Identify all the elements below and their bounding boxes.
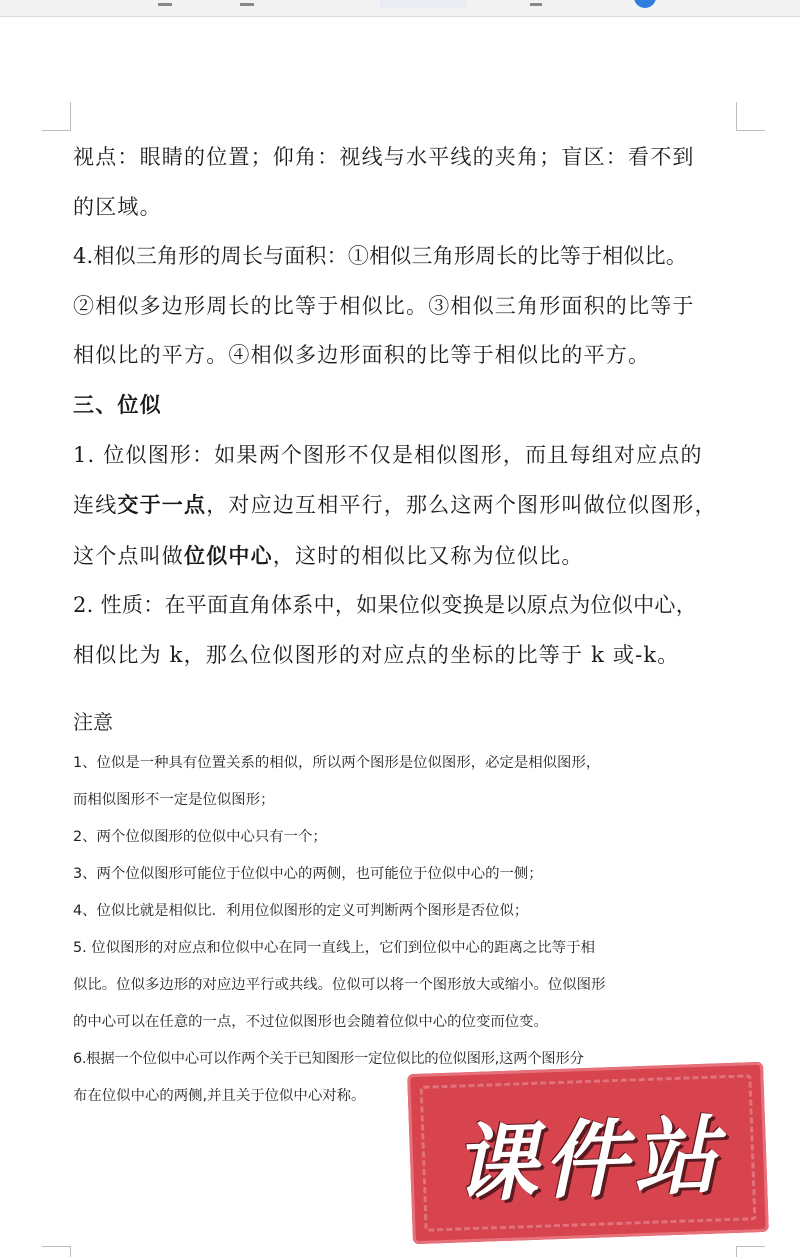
note-line: 1、位似是一种具有位置关系的相似，所以两个图形是位似图形，必定是相似图形， — [73, 754, 601, 771]
page-crop-mark — [42, 1246, 71, 1257]
note-line: 2、两个位似图形的位似中心只有一个； — [73, 828, 327, 845]
definition-line — [73, 531, 743, 582]
page-crop-mark — [42, 102, 71, 131]
toolbar-mark — [158, 3, 172, 6]
paragraph-line: ②相似多边形周长的比等于相似比。③相似三角形面积的比等于 — [73, 293, 695, 318]
text-run: ，对应边互相平行，那么这两个图形叫做位似图形， — [206, 493, 717, 518]
bold-term: 位似中心 — [184, 542, 273, 568]
note-line: 而相似图形不一定是位似图形； — [73, 791, 275, 808]
watermark-text: 课件站 — [451, 1105, 725, 1214]
note-line: 6.根据一个位似中心可以作两个关于已知图形一定位似比的位似图形,这两个图形分 — [73, 1050, 584, 1067]
paragraph-line: 4.相似三角形的周长与面积：①相似三角形周长的比等于相似比。 — [73, 244, 688, 269]
note-line: 4、位似比就是相似比．利用位似图形的定义可判断两个图形是否位似； — [73, 902, 529, 919]
note-line: 布在位似中心的两侧,并且关于位似中心对称。 — [73, 1087, 366, 1104]
paragraph-line: 相似比的平方。④相似多边形面积的比等于相似比的平方。 — [73, 343, 651, 368]
toolbar-mark — [240, 3, 254, 6]
avatar-icon[interactable] — [634, 0, 656, 8]
section-heading: 三、位似 — [73, 392, 162, 417]
document-body — [73, 133, 743, 1115]
definition-line: 1. 位似图形：如果两个图形不仅是相似图形，而且每组对应点的 — [73, 442, 703, 467]
note-line: 似比。位似多边形的对应边平行或共线。位似可以将一个图形放大或缩小。位似图形 — [73, 976, 606, 993]
definition-line — [73, 480, 743, 531]
bold-term: 交于一点 — [117, 492, 207, 518]
property-line: 2. 性质：在平面直角体系中，如果位似变换是以原点为位似中心， — [73, 593, 698, 618]
property-line: 相似比为 k，那么位似图形的对应点的坐标的比等于 k 或-k。 — [73, 642, 680, 667]
page-crop-mark — [736, 1246, 765, 1257]
paragraph-line: 视点：眼睛的位置；仰角：视线与水平线的夹角；盲区：看不到 — [73, 145, 695, 169]
watermark-stamp — [407, 1062, 769, 1244]
text-run: ，这时的相似比又称为位似比。 — [272, 543, 584, 568]
text-run: 这个点叫做 — [73, 543, 184, 568]
note-line: 3、两个位似图形可能位于位似中心的两侧，也可能位于位似中心的一侧； — [73, 865, 543, 882]
note-title: 注意 — [73, 709, 113, 734]
page-crop-mark — [736, 102, 765, 131]
app-toolbar-strip — [0, 0, 800, 17]
toolbar-mark — [530, 3, 542, 6]
paragraph-line: 的区域。 — [73, 194, 162, 219]
note-line: 5. 位似图形的对应点和位似中心在同一直线上，它们到位似中心的距离之比等于相 — [73, 939, 595, 956]
toolbar-box[interactable] — [380, 0, 466, 8]
text-run: 连线 — [73, 493, 118, 518]
note-line: 的中心可以在任意的一点，不过位似图形也会随着位似中心的位变而位变。 — [73, 1013, 548, 1030]
